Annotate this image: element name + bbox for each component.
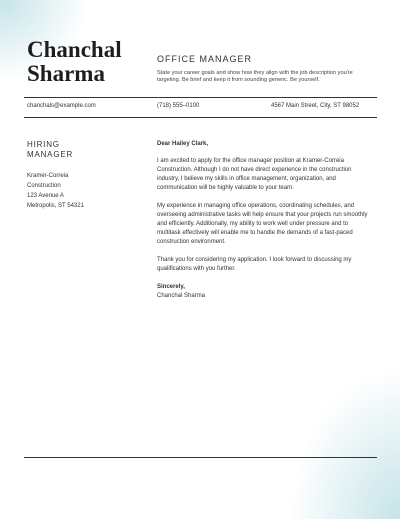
letter-body xyxy=(157,140,372,301)
job-title: OFFICE MANAGER xyxy=(157,54,253,64)
recipient-heading-line2: MANAGER xyxy=(27,150,74,159)
applicant-first-name: Chanchal xyxy=(27,37,122,62)
contact-phone: (718) 555–0100 xyxy=(157,103,200,109)
recipient-heading xyxy=(27,140,73,160)
letter-signature: Chanchal Sharma xyxy=(157,293,206,299)
letter-closing: Sincerely, xyxy=(157,284,185,290)
recipient-heading-line1: HIRING xyxy=(27,140,60,149)
contact-address: 4567 Main Street, City, ST 98052 xyxy=(271,103,360,109)
recipient-address xyxy=(27,171,84,211)
recipient-company-line2: Construction xyxy=(27,183,61,189)
letter-paragraph: Thank you for considering my application. I look forward to discussing my qualifications with you further. xyxy=(157,257,352,272)
recipient-company-line1: Kramer-Correia xyxy=(27,173,69,179)
letter-paragraph: My experience in managing office operations, coordinating schedules, and overseeing administrative tasks will help ensure that your projects run smoothly and efficiently. Additionally, my ability to work well under pressure and to multitask effectively will enable me to handle the demands of a fast-paced construction environment. xyxy=(157,203,368,245)
contact-divider xyxy=(24,117,377,118)
applicant-name xyxy=(27,38,122,86)
top-divider xyxy=(24,97,377,98)
contact-email: chanchals@example.com xyxy=(27,103,96,109)
recipient-city: Metropolis, ST 54321 xyxy=(27,203,84,209)
recipient-street: 123 Avenue A xyxy=(27,193,64,199)
applicant-last-name: Sharma xyxy=(27,61,105,86)
bottom-divider xyxy=(24,457,377,458)
job-description: State your career goals and show how they align with the job description you're targeting. Be brief and keep it from sounding generic. Be yourself. xyxy=(157,70,353,84)
letter-salutation: Dear Hailey Clark, xyxy=(157,141,209,147)
letter-paragraph: I am excited to apply for the office manager position at Kramer-Correia Construction. Although I do not have direct experience in the construction industry, I believe my skills in office management, organization, and communication will be highly valuable to your team. xyxy=(157,158,352,191)
